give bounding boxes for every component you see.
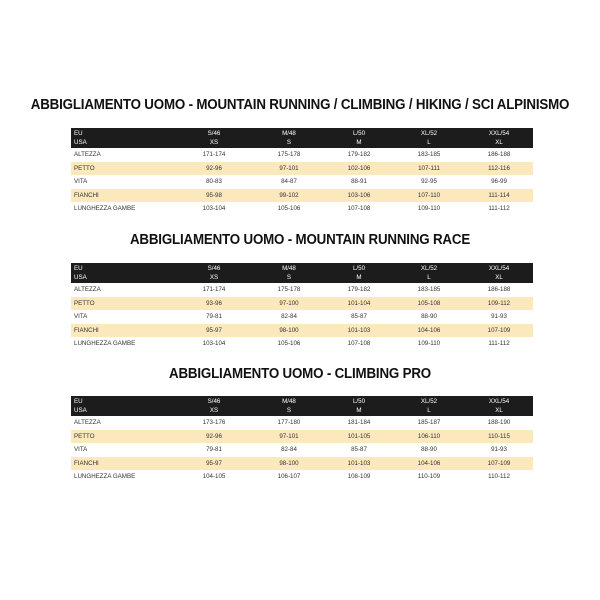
cell-value: 103-104	[202, 205, 226, 212]
header-size-eu: L/50	[352, 130, 366, 137]
cell-value: 109-110	[417, 205, 441, 212]
cell-value: 91-93	[491, 313, 507, 320]
table-row	[71, 310, 533, 324]
cell-value: 88-91	[351, 178, 367, 185]
cell-value: 103-104	[202, 340, 226, 347]
size-table	[71, 396, 533, 484]
table-row	[71, 443, 533, 457]
cell-value: 104-106	[417, 459, 441, 467]
cell-value: 109-110	[417, 340, 441, 347]
header-size-usa: L	[427, 407, 431, 414]
header-size-usa: L	[427, 139, 431, 146]
section-title: ABBIGLIAMENTO UOMO - MOUNTAIN RUNNING RACE	[129, 232, 471, 248]
table-row	[71, 337, 533, 351]
table-row	[71, 470, 533, 484]
header-size-usa: XS	[209, 139, 219, 146]
cell-value: 101-103	[347, 459, 371, 467]
header-size-eu: S/46	[207, 130, 221, 137]
row-label: LUNGHEZZA GAMBE	[74, 473, 136, 480]
table-header	[71, 128, 533, 148]
cell-value: 111-112	[488, 205, 510, 212]
cell-value: 106-110	[417, 432, 441, 440]
size-table	[71, 263, 533, 351]
header-size-eu: S/46	[207, 398, 221, 405]
cell-value: 96-99	[491, 178, 507, 185]
cell-value: 107-111	[418, 164, 440, 172]
cell-value: 98-100	[279, 326, 299, 334]
header-size-usa: S	[286, 274, 292, 281]
table-row	[71, 324, 533, 338]
cell-value: 107-109	[487, 459, 511, 467]
cell-value: 95-97	[206, 459, 222, 467]
table-row	[71, 430, 533, 444]
header-size-usa: S	[286, 407, 292, 414]
cell-value: 101-103	[347, 326, 371, 334]
header-usa-label: USA	[74, 274, 87, 281]
header-size-usa: XS	[209, 407, 219, 414]
header-size-eu: XL/52	[420, 130, 438, 137]
table-row	[71, 297, 533, 311]
cell-value: 95-98	[206, 191, 222, 199]
header-eu-label: EU	[74, 398, 83, 405]
header-size-eu: XXL/54	[488, 130, 510, 137]
cell-value: 91-93	[491, 446, 507, 453]
header-size-eu: M/48	[282, 398, 296, 405]
row-label: FIANCHI	[74, 459, 99, 467]
cell-value: 79-81	[206, 446, 222, 453]
header-size-usa: M	[356, 139, 362, 146]
cell-value: 85-87	[351, 446, 367, 453]
row-label: VITA	[74, 446, 88, 453]
header-size-eu: L/50	[352, 265, 366, 272]
row-label: ALTEZZA	[74, 286, 101, 293]
header-size-usa: XL	[495, 139, 503, 146]
header-size-eu: L/50	[352, 398, 366, 405]
header-size-eu: XXL/54	[488, 398, 510, 405]
cell-value: 95-97	[206, 326, 222, 334]
header-eu-label: EU	[74, 130, 83, 137]
cell-value: 93-96	[206, 299, 222, 307]
cell-value: 179-182	[347, 151, 371, 158]
cell-value: 171-174	[202, 286, 226, 293]
cell-value: 188-190	[487, 419, 511, 426]
header-size-usa: XS	[209, 274, 219, 281]
cell-value: 97-101	[279, 164, 299, 172]
table-row	[71, 457, 533, 471]
cell-value: 97-100	[279, 299, 299, 307]
header-size-usa: S	[286, 139, 292, 146]
cell-value: 175-178	[277, 286, 301, 293]
cell-value: 107-110	[417, 191, 441, 199]
row-label: ALTEZZA	[74, 151, 101, 158]
cell-value: 103-106	[347, 191, 371, 199]
cell-value: 110-109	[417, 473, 441, 480]
cell-value: 181-184	[347, 419, 371, 426]
row-label: LUNGHEZZA GAMBE	[74, 205, 136, 212]
cell-value: 171-174	[202, 151, 226, 158]
row-label: VITA	[74, 313, 88, 320]
row-label: LUNGHEZZA GAMBE	[74, 340, 136, 347]
cell-value: 186-188	[487, 151, 511, 158]
cell-value: 107-108	[347, 340, 371, 347]
cell-value: 112-116	[488, 164, 510, 172]
header-size-usa: XL	[495, 274, 503, 281]
header-size-usa: M	[356, 407, 362, 414]
cell-value: 106-107	[277, 473, 301, 480]
row-label: VITA	[74, 178, 88, 185]
header-size-eu: XL/52	[420, 265, 438, 272]
cell-value: 108-109	[347, 473, 371, 480]
cell-value: 92-96	[206, 164, 222, 172]
section-title: ABBIGLIAMENTO UOMO - MOUNTAIN RUNNING / CLIMBING / HIKING / SCI ALPINISMO	[30, 97, 570, 113]
table-header	[71, 263, 533, 283]
row-label: ALTEZZA	[74, 419, 101, 426]
row-label: FIANCHI	[74, 326, 99, 334]
table-row	[71, 283, 533, 297]
cell-value: 82-84	[281, 446, 297, 453]
table-row	[71, 148, 533, 162]
cell-value: 185-187	[417, 419, 441, 426]
cell-value: 85-87	[351, 313, 367, 320]
cell-value: 177-180	[277, 419, 301, 426]
cell-value: 179-182	[347, 286, 371, 293]
cell-value: 111-114	[488, 191, 510, 199]
row-label: PETTO	[74, 299, 95, 307]
cell-value: 79-81	[206, 313, 222, 320]
header-usa-label: USA	[74, 407, 87, 414]
cell-value: 92-95	[421, 178, 437, 185]
cell-value: 186-188	[487, 286, 511, 293]
cell-value: 105-106	[277, 340, 301, 347]
cell-value: 107-109	[487, 326, 511, 334]
cell-value: 109-112	[487, 299, 511, 307]
cell-value: 110-115	[488, 432, 510, 440]
table-row	[71, 162, 533, 176]
row-label: PETTO	[74, 432, 95, 440]
header-size-eu: S/46	[207, 265, 221, 272]
cell-value: 82-84	[281, 313, 297, 320]
row-label: PETTO	[74, 164, 95, 172]
row-label: FIANCHI	[74, 191, 99, 199]
cell-value: 110-112	[488, 473, 510, 480]
cell-value: 92-96	[206, 432, 222, 440]
table-header	[71, 396, 533, 416]
header-size-usa: XL	[495, 407, 503, 414]
header-size-eu: M/48	[282, 265, 296, 272]
header-size-eu: XL/52	[420, 398, 438, 405]
cell-value: 98-100	[279, 459, 299, 467]
size-table	[71, 128, 533, 216]
cell-value: 88-90	[421, 313, 437, 320]
header-eu-label: EU	[74, 265, 83, 272]
cell-value: 104-106	[417, 326, 441, 334]
header-size-usa: M	[356, 274, 362, 281]
cell-value: 101-105	[347, 432, 371, 440]
cell-value: 183-185	[417, 286, 441, 293]
cell-value: 97-101	[279, 432, 299, 440]
cell-value: 84-87	[281, 178, 297, 185]
cell-value: 102-106	[347, 164, 371, 172]
cell-value: 99-102	[279, 191, 299, 199]
cell-value: 173-176	[202, 419, 226, 426]
cell-value: 183-185	[417, 151, 441, 158]
table-row	[71, 202, 533, 216]
cell-value: 80-83	[206, 178, 222, 185]
cell-value: 107-108	[347, 205, 371, 212]
table-row	[71, 189, 533, 203]
cell-value: 88-90	[421, 446, 437, 453]
section-title: ABBIGLIAMENTO UOMO - CLIMBING PRO	[169, 366, 431, 382]
table-row	[71, 416, 533, 430]
header-usa-label: USA	[74, 139, 87, 146]
cell-value: 104-105	[202, 473, 226, 480]
header-size-eu: M/48	[282, 130, 296, 137]
cell-value: 105-106	[277, 205, 301, 212]
cell-value: 101-104	[347, 299, 371, 307]
header-size-eu: XXL/54	[488, 265, 510, 272]
header-size-usa: L	[427, 274, 431, 281]
cell-value: 105-108	[417, 299, 441, 307]
cell-value: 175-178	[277, 151, 301, 158]
table-row	[71, 175, 533, 189]
cell-value: 111-112	[488, 340, 510, 347]
